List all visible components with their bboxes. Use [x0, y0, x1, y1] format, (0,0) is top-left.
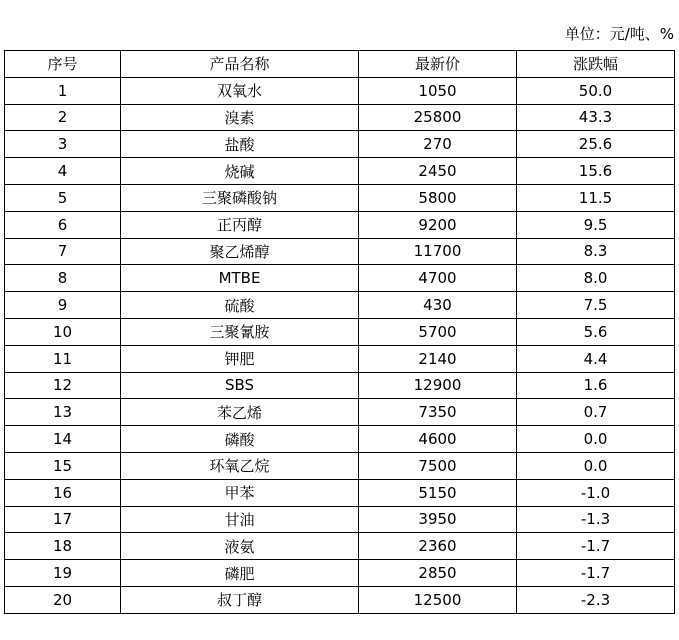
product-name: 三聚磷酸钠	[121, 184, 359, 211]
product-name: 烧碱	[121, 158, 359, 185]
latest-price: 11700	[359, 238, 517, 265]
row-index: 5	[5, 184, 121, 211]
latest-price: 25800	[359, 104, 517, 131]
change-pct: 5.6	[517, 318, 675, 345]
product-name: MTBE	[121, 265, 359, 292]
header-latest-price: 最新价	[359, 51, 517, 78]
row-index: 1	[5, 77, 121, 104]
product-name: 三聚氰胺	[121, 318, 359, 345]
latest-price: 430	[359, 292, 517, 319]
change-pct: 4.4	[517, 345, 675, 372]
table-row	[5, 158, 675, 185]
product-name: 硫酸	[121, 292, 359, 319]
price-change-table	[4, 50, 675, 614]
row-index: 16	[5, 479, 121, 506]
product-name: 钾肥	[121, 345, 359, 372]
header-index: 序号	[5, 51, 121, 78]
latest-price: 2450	[359, 158, 517, 185]
table-row	[5, 345, 675, 372]
change-pct: 50.0	[517, 77, 675, 104]
change-pct: -1.0	[517, 479, 675, 506]
row-index: 14	[5, 426, 121, 453]
latest-price: 3950	[359, 506, 517, 533]
product-name: 双氧水	[121, 77, 359, 104]
table-row	[5, 131, 675, 158]
table-header-row	[5, 51, 675, 78]
table-row	[5, 506, 675, 533]
table-row	[5, 104, 675, 131]
table-row	[5, 426, 675, 453]
change-pct: 7.5	[517, 292, 675, 319]
change-pct: 25.6	[517, 131, 675, 158]
header-change-pct: 涨跌幅	[517, 51, 675, 78]
change-pct: -1.7	[517, 533, 675, 560]
row-index: 15	[5, 452, 121, 479]
table-row	[5, 479, 675, 506]
table-row	[5, 586, 675, 613]
change-pct: 43.3	[517, 104, 675, 131]
table-row	[5, 77, 675, 104]
table-row	[5, 318, 675, 345]
change-pct: 8.0	[517, 265, 675, 292]
row-index: 18	[5, 533, 121, 560]
row-index: 12	[5, 372, 121, 399]
table-row	[5, 238, 675, 265]
row-index: 4	[5, 158, 121, 185]
change-pct: -1.7	[517, 560, 675, 587]
product-name: 甲苯	[121, 479, 359, 506]
product-name: 聚乙烯醇	[121, 238, 359, 265]
change-pct: 15.6	[517, 158, 675, 185]
row-index: 2	[5, 104, 121, 131]
table-row	[5, 292, 675, 319]
row-index: 19	[5, 560, 121, 587]
row-index: 13	[5, 399, 121, 426]
table-row	[5, 211, 675, 238]
product-name: 甘油	[121, 506, 359, 533]
table-body	[5, 77, 675, 613]
table-row	[5, 399, 675, 426]
change-pct: 1.6	[517, 372, 675, 399]
change-pct: 0.0	[517, 426, 675, 453]
product-name: 磷肥	[121, 560, 359, 587]
product-name: 环氧乙烷	[121, 452, 359, 479]
latest-price: 5700	[359, 318, 517, 345]
latest-price: 7350	[359, 399, 517, 426]
product-name: 磷酸	[121, 426, 359, 453]
row-index: 11	[5, 345, 121, 372]
latest-price: 5800	[359, 184, 517, 211]
table-row	[5, 372, 675, 399]
latest-price: 270	[359, 131, 517, 158]
change-pct: 0.0	[517, 452, 675, 479]
latest-price: 4700	[359, 265, 517, 292]
product-name: 液氨	[121, 533, 359, 560]
latest-price: 7500	[359, 452, 517, 479]
table-row	[5, 452, 675, 479]
change-pct: 9.5	[517, 211, 675, 238]
product-name: SBS	[121, 372, 359, 399]
header-product-name: 产品名称	[121, 51, 359, 78]
product-name: 叔丁醇	[121, 586, 359, 613]
row-index: 17	[5, 506, 121, 533]
product-name: 溴素	[121, 104, 359, 131]
product-name: 正丙醇	[121, 211, 359, 238]
row-index: 6	[5, 211, 121, 238]
change-pct: -2.3	[517, 586, 675, 613]
table-row	[5, 184, 675, 211]
latest-price: 12500	[359, 586, 517, 613]
latest-price: 2850	[359, 560, 517, 587]
row-index: 3	[5, 131, 121, 158]
product-name: 苯乙烯	[121, 399, 359, 426]
change-pct: 11.5	[517, 184, 675, 211]
change-pct: 0.7	[517, 399, 675, 426]
table-row	[5, 265, 675, 292]
latest-price: 2140	[359, 345, 517, 372]
row-index: 7	[5, 238, 121, 265]
row-index: 8	[5, 265, 121, 292]
row-index: 20	[5, 586, 121, 613]
row-index: 10	[5, 318, 121, 345]
latest-price: 5150	[359, 479, 517, 506]
latest-price: 9200	[359, 211, 517, 238]
latest-price: 12900	[359, 372, 517, 399]
latest-price: 1050	[359, 77, 517, 104]
unit-note: 单位：元/吨、%	[564, 25, 674, 43]
change-pct: -1.3	[517, 506, 675, 533]
latest-price: 2360	[359, 533, 517, 560]
table-row	[5, 533, 675, 560]
change-pct: 8.3	[517, 238, 675, 265]
product-name: 盐酸	[121, 131, 359, 158]
table-row	[5, 560, 675, 587]
row-index: 9	[5, 292, 121, 319]
latest-price: 4600	[359, 426, 517, 453]
